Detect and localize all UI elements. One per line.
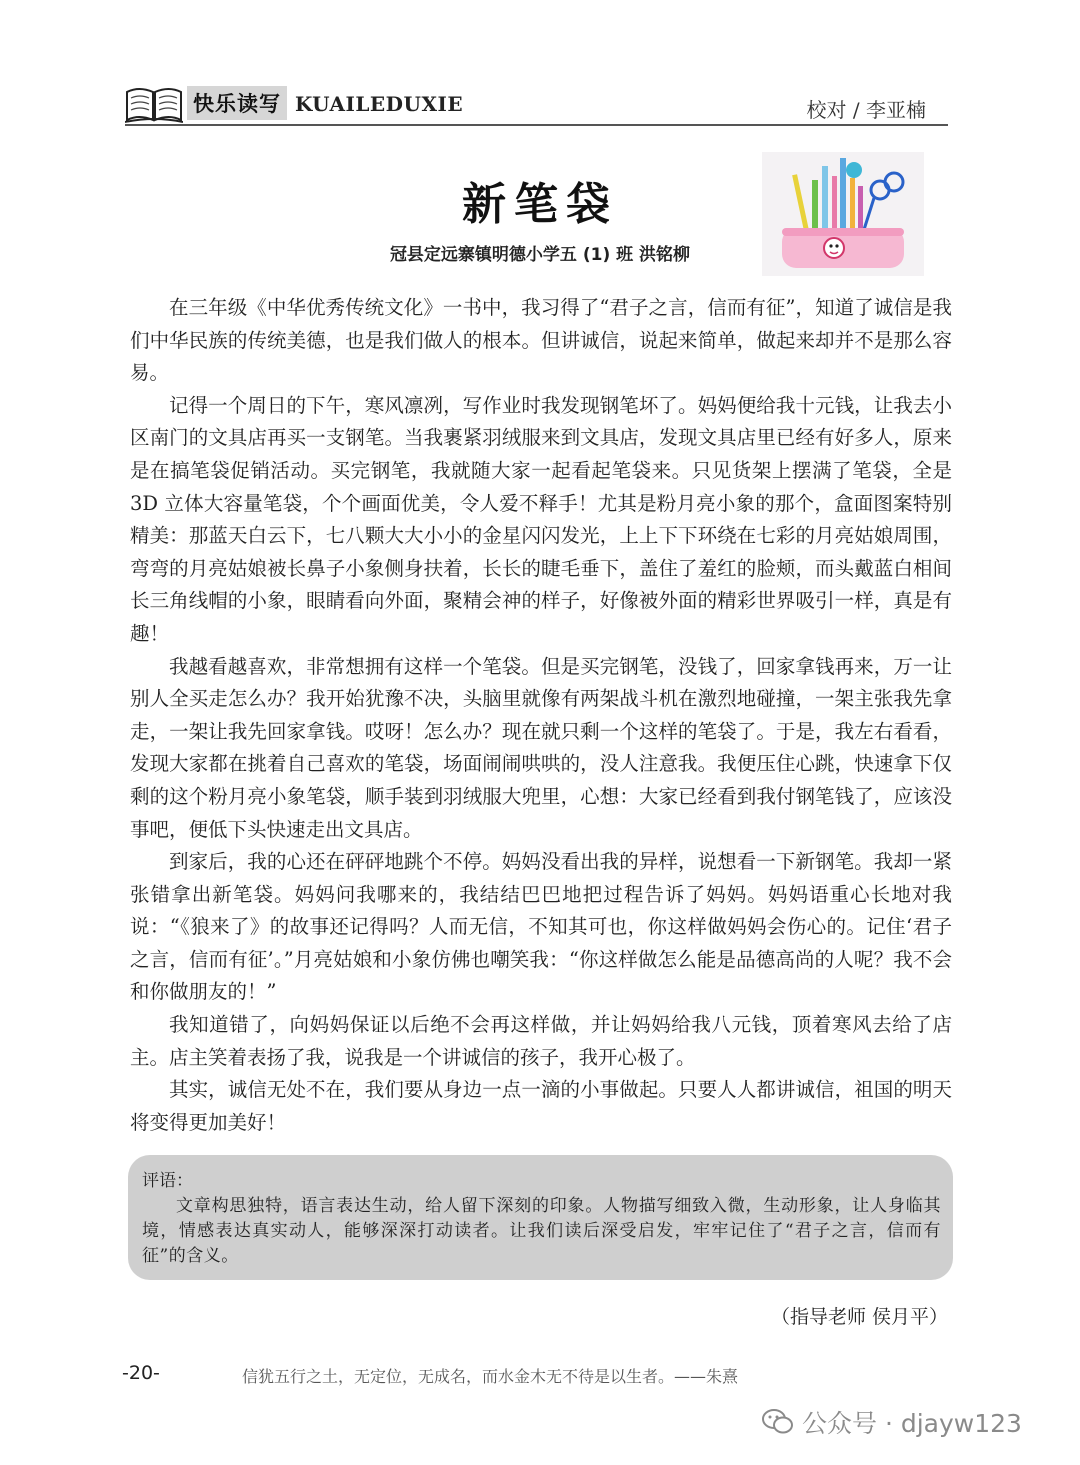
brand <box>187 86 463 120</box>
comment-text: 文章构思独特，语言表达生动，给人留下深刻的印象。人物描写细致入微，生动形象，让人身临其境，情感表达真实动人，能够深深打动读者。让我们读后深受启发，牢牢记住了“君子之言，信而有征”的含义。 <box>142 1196 941 1266</box>
proofreader: 校对 / 李亚楠 <box>806 98 926 122</box>
pencil-case-illustration <box>762 152 924 276</box>
article-body <box>130 292 952 1139</box>
page-header <box>125 80 948 128</box>
watermark-text: 公众号 · djayw123 <box>802 1409 1022 1438</box>
brand-chinese: 快乐读写 <box>187 86 287 120</box>
article-title: 新笔袋 <box>462 179 618 230</box>
footer-quote: 信犹五行之土，无定位，无成名，而水金木无不待是以生者。——朱熹 <box>242 1367 739 1386</box>
article-author: 冠县定远寨镇明德小学五 (1) 班 洪铭柳 <box>389 245 691 265</box>
brand-pinyin: KUAILEDUXIE <box>295 92 464 116</box>
paragraph: 在三年级《中华优秀传统文化》一书中，我习得了“君子之言，信而有征”，知道了诚信是我们中华民族的传统美德，也是我们做人的根本。但讲诚信，说起来简单，做起来却并不是那么容易。 <box>130 296 952 385</box>
instructor-credit: （指导老师 侯月平） <box>770 1306 948 1328</box>
page-number: -20- <box>122 1362 160 1384</box>
wechat-icon <box>762 1408 794 1436</box>
paragraph: 我知道错了，向妈妈保证以后绝不会再这样做，并让妈妈给我八元钱，顶着寒风去给了店主。店主笑着表扬了我，说我是一个讲诚信的孩子，我开心极了。 <box>130 1013 952 1069</box>
paragraph: 记得一个周日的下午，寒风凛冽，写作业时我发现钢笔坏了。妈妈便给我十元钱，让我去小区南门的文具店再买一支钢笔。当我裹紧羽绒服来到文具店，发现文具店里已经有好多人，原来是在搞笔袋促销活动。买完钢笔，我就随大家一起看起笔袋来。只见货架上摆满了笔袋，全是 3D 立体大容量笔袋，个个画面优美，令人爱不释手！尤其是粉月亮小象的那个，盒面图案特别精美：那蓝天白云下，七八颗大大小小的金星闪闪发光，上上下下环绕在七彩的月亮姑娘周围，弯弯的月亮姑娘被长鼻子小象侧身扶着，长长的睫毛垂下，盖住了羞红的脸颊，而头戴蓝白相间长三角线帽的小象，眼睛看向外面，聚精会神的样子，好像被外面的精彩世界吸引一样，真是有趣！ <box>130 393 952 645</box>
header-rule <box>125 124 948 126</box>
paragraph: 其实，诚信无处不在，我们要从身边一点一滴的小事做起。只要人人都讲诚信，祖国的明天将变得更加美好！ <box>130 1078 952 1134</box>
comment-box <box>128 1155 953 1280</box>
watermark <box>762 1402 1022 1442</box>
comment-label: 评语： <box>142 1171 193 1191</box>
paragraph: 到家后，我的心还在砰砰地跳个不停。妈妈没看出我的异样，说想看一下新钢笔。我却一紧张错拿出新笔袋。妈妈问我哪来的，我结结巴巴地把过程告诉了妈妈。妈妈语重心长地对我说：“《狼来了》的故事还记得吗？人而无信，不知其可也，你这样做妈妈会伤心的。记住‘君子之言，信而有征’。”月亮姑娘和小象仿佛也嘲笑我：“你这样做怎么能是品德高尚的人呢？我不会和你做朋友的！” <box>130 850 952 1004</box>
open-book-icon <box>125 84 183 124</box>
paragraph: 我越看越喜欢，非常想拥有这样一个笔袋。但是买完钢笔，没钱了，回家拿钱再来，万一让别人全买走怎么办？我开始犹豫不决，头脑里就像有两架战斗机在激烈地碰撞，一架主张我先拿走，一架让我先回家拿钱。哎呀！怎么办？现在就只剩一个这样的笔袋了。于是，我左右看看，发现大家都在挑着自己喜欢的笔袋，场面闹闹哄哄的，没人注意我。我便压住心跳，快速拿下仅剩的这个粉月亮小象笔袋，顺手装到羽绒服大兜里，心想：大家已经看到我付钢笔钱了，应该没事吧，便低下头快速走出文具店。 <box>130 654 952 841</box>
